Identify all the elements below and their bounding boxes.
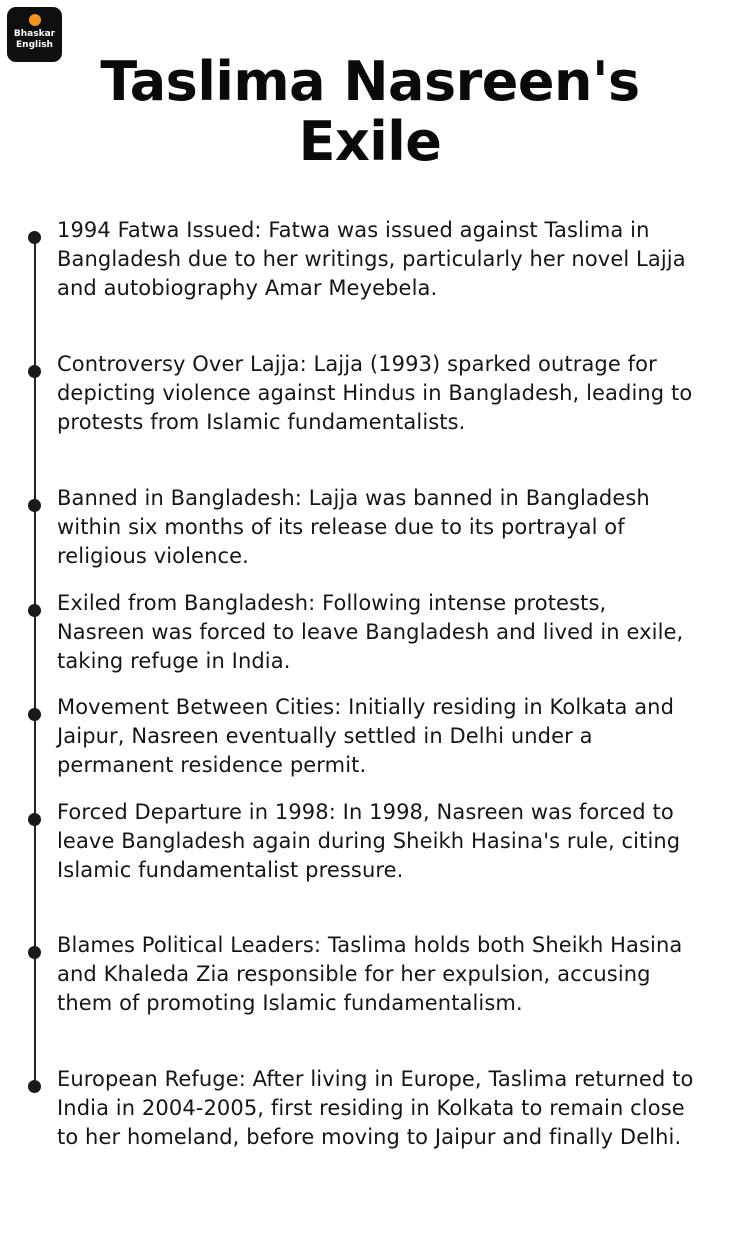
bullet-dot-icon	[28, 1080, 41, 1093]
bullet-dot-icon	[28, 231, 41, 244]
timeline-entry-text: Banned in Bangladesh: Lajja was banned in Bangladesh within six months of its release due to its portrayal of religious violence.	[57, 486, 650, 568]
page-title-line1: Taslima Nasreen's	[100, 50, 640, 113]
logo-text-line2: English	[16, 40, 53, 50]
page-title-line2: Exile	[298, 110, 442, 173]
bullet-dot-icon	[28, 946, 41, 959]
timeline-entry-text: European Refuge: After living in Europe, Taslima returned to India in 2004-2005, first residing in Kolkata to remain close to her homeland, before moving to Jaipur and finally Delhi.	[57, 1067, 694, 1149]
timeline-entry-text: Forced Departure in 1998: In 1998, Nasreen was forced to leave Bangladesh again during Sheikh Hasina's rule, citing Islamic fundamentalist pressure.	[57, 800, 681, 882]
timeline-entry-text: Exiled from Bangladesh: Following intense protests, Nasreen was forced to leave Bangladesh and lived in exile, taking refuge in India.	[57, 591, 684, 673]
bullet-dot-icon	[28, 365, 41, 378]
bullet-dot-icon	[28, 499, 41, 512]
bullet-dot-icon	[28, 813, 41, 826]
logo-text-line1: Bhaskar	[13, 29, 56, 39]
bullet-dot-icon	[28, 604, 41, 617]
bullet-dot-icon	[28, 708, 41, 721]
timeline-entry-text: Movement Between Cities: Initially residing in Kolkata and Jaipur, Nasreen eventually settled in Delhi under a permanent residence permit.	[57, 695, 675, 777]
timeline-entry-text: Blames Political Leaders: Taslima holds both Sheikh Hasina and Khaleda Zia responsible for her expulsion, accusing them of promoting Islamic fundamentalism.	[57, 933, 683, 1015]
timeline-entry-text: Controversy Over Lajja: Lajja (1993) sparked outrage for depicting violence against Hindus in Bangladesh, leading to protests from Islamic fundamentalists.	[57, 352, 693, 434]
timeline-entry-text: 1994 Fatwa Issued: Fatwa was issued against Taslima in Bangladesh due to her writings, particularly her novel Lajja and autobiography Amar Meyebela.	[57, 218, 686, 300]
